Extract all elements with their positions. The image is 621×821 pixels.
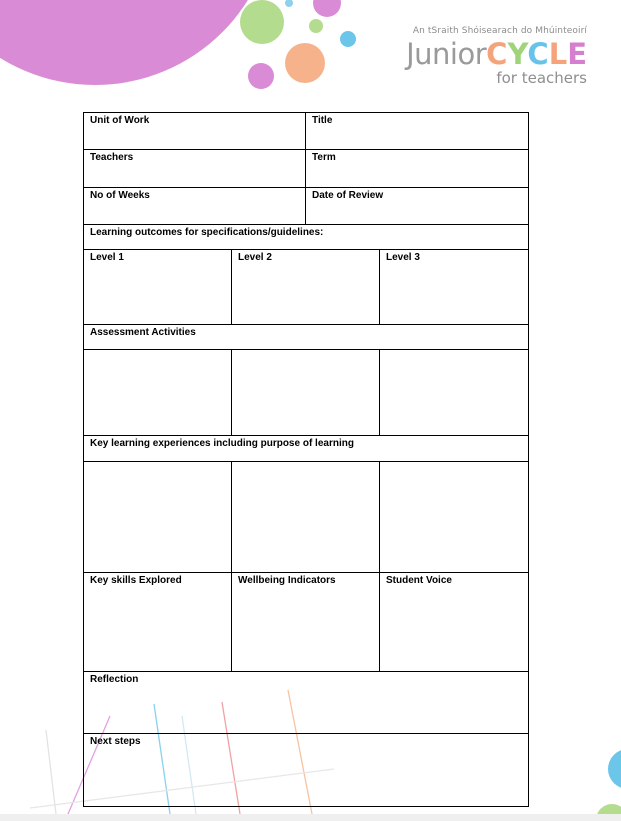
- no-of-weeks-label: No of Weeks: [90, 190, 150, 201]
- row-weeks-review: [84, 188, 529, 225]
- green-small-dot-decoration: [309, 19, 323, 33]
- date-of-review-cell[interactable]: [306, 188, 529, 225]
- junior-cycle-logo: [406, 26, 587, 87]
- unit-of-work-label: Unit of Work: [90, 115, 150, 126]
- date-of-review-label: Date of Review: [312, 190, 384, 201]
- row-levels: [84, 250, 529, 325]
- teachers-cell[interactable]: [84, 150, 306, 188]
- student-voice-cell[interactable]: [380, 573, 529, 672]
- teachers-label: Teachers: [90, 152, 134, 163]
- row-next-steps: [84, 734, 529, 807]
- row-teachers-term: [84, 150, 529, 188]
- assessment-cell-3[interactable]: [380, 350, 529, 436]
- level-2-cell[interactable]: [232, 250, 380, 325]
- pink-small-dot-decoration: [313, 0, 341, 17]
- reflection-cell[interactable]: [84, 672, 529, 734]
- blue-corner-decoration: [608, 749, 621, 789]
- green-dot-decoration: [240, 0, 284, 44]
- level-3-cell[interactable]: [380, 250, 529, 325]
- logo-wordmark: [406, 39, 587, 69]
- logo-subtitle: An tSraith Shóisearach do Mhúinteoirí: [412, 26, 587, 36]
- reflection-label: Reflection: [90, 674, 139, 685]
- key-learning-cell-3[interactable]: [380, 462, 529, 573]
- learning-outcomes-label: Learning outcomes for specifications/guidelines:: [90, 227, 324, 238]
- assessment-cell-1[interactable]: [84, 350, 232, 436]
- key-learning-cell-2[interactable]: [232, 462, 380, 573]
- row-learning-outcomes: [84, 225, 529, 250]
- key-skills-label: Key skills Explored: [90, 575, 182, 586]
- level-1-cell[interactable]: [84, 250, 232, 325]
- term-label: Term: [312, 152, 336, 163]
- assessment-activities-label: Assessment Activities: [90, 327, 196, 338]
- row-assessment-cells: [84, 350, 529, 436]
- next-steps-cell[interactable]: [84, 734, 529, 807]
- key-learning-label: Key learning experiences including purpose of learning: [90, 438, 354, 449]
- logo-junior: Junior: [406, 37, 487, 71]
- row-key-learning-heading: [84, 436, 529, 462]
- row-reflection: [84, 672, 529, 734]
- logo-tagline: for teachers: [496, 69, 587, 87]
- learning-outcomes-heading: [84, 225, 529, 250]
- title-cell[interactable]: [306, 113, 529, 150]
- level-3-label: Level 3: [386, 252, 420, 263]
- assessment-cell-2[interactable]: [232, 350, 380, 436]
- row-key-learning-cells: [84, 462, 529, 573]
- unit-of-work-cell[interactable]: [84, 113, 306, 150]
- assessment-activities-heading: [84, 325, 529, 350]
- level-1-label: Level 1: [90, 252, 124, 263]
- level-2-label: Level 2: [238, 252, 272, 263]
- page-bottom-edge: [0, 814, 621, 821]
- logo-cycle: CYCLE: [486, 37, 587, 71]
- row-skills-wellbeing-voice: [84, 573, 529, 672]
- blue-dot-decoration: [340, 31, 356, 47]
- pink-blob-decoration: [0, 0, 275, 85]
- row-assessment-heading: [84, 325, 529, 350]
- term-cell[interactable]: [306, 150, 529, 188]
- small-blue-dot-decoration: [285, 0, 293, 7]
- title-label: Title: [312, 115, 333, 126]
- key-skills-cell[interactable]: [84, 573, 232, 672]
- student-voice-label: Student Voice: [386, 575, 452, 586]
- row-unit-title: [84, 113, 529, 150]
- next-steps-label: Next steps: [90, 736, 141, 747]
- key-learning-heading: [84, 436, 529, 462]
- no-of-weeks-cell[interactable]: [84, 188, 306, 225]
- wellbeing-label: Wellbeing Indicators: [238, 575, 336, 586]
- pink-dot-decoration: [248, 63, 274, 89]
- orange-dot-decoration: [285, 43, 325, 83]
- wellbeing-cell[interactable]: [232, 573, 380, 672]
- unit-plan-table: [83, 112, 529, 807]
- key-learning-cell-1[interactable]: [84, 462, 232, 573]
